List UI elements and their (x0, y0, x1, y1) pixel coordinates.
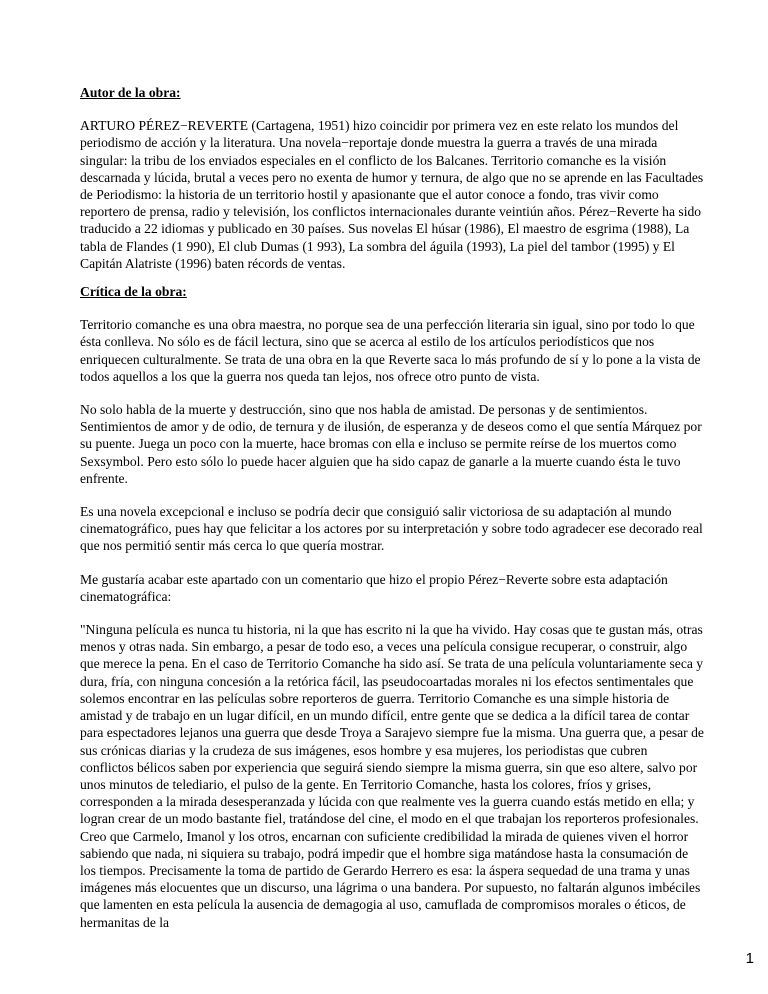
critique-quote-paragraph: "Ninguna película es nunca tu historia, ni la que has escrito ni la que ha vivido. Hay cosas que te gustan más, otras menos y otras nada. Sin embargo, a pesar de todo eso, a veces una película consigue recuperar, o construir, algo que merece la pena. En el caso de Territorio Comanche ha sido así. Se trata de una película voluntariamente seca y dura, fría, con ninguna concesión a la retórica fácil, las pseudocoartadas morales ni los efectos sentimentales que solemos encontrar en las películas sobre reporteros de guerra. Territorio Comanche es una simple historia de amistad y de trabajo en un lugar difícil, en un mundo difícil, entre gente que se dedica a la difícil tarea de contar para espectadores lejanos una guerra que desde Troya a Sarajevo siempre fue la misma. Una guerra que, a pesar de sus crónicas diarias y la crudeza de sus imágenes, esos hombre y esa mujeres, los periodistas que cubren conflictos bélicos saben por experiencia que seguirá siendo siempre la misma guerra, sin que eso altere, salvo por unos minutos de telediario, el pulso de la gente. En Territorio Comanche, hasta los colores, fríos y grises, corresponden a la mirada desesperanzada y lúcida con que realmente ves la guerra cuando estás metido en ella; y logran crear de un modo bastante fiel, tratándose del cine, el modo en el que trabajan los reporteros profesionales. Creo que Carmelo, Imanol y los otros, encarnan con suficiente credibilidad la mirada de quienes viven el horror sabiendo que nada, ni siquiera su trabajo, podrá impedir que el hombre siga matándose hasta la consumación de los tiempos. Precisamente la toma de partido de Gerardo Herrero es esa: la áspera sequedad de una trama y unas imágenes más elocuentes que un discurso, una lágrima o una bandera. Por supuesto, no faltarán algunos imbéciles que lamenten en esta película la ausencia de demagogia al uso, camuflada de compromisos morales o éticos, de hermanitas de la (80, 622, 704, 930)
page-number: 1 (745, 950, 754, 967)
author-paragraph: ARTURO PÉREZ−REVERTE (Cartagena, 1951) hizo coincidir por primera vez en este relato los mundos del periodismo de acción y la literatura. Una novela−reportaje donde muestra la guerra a través de una mirada singular: la tribu de los enviados especiales en el conflicto de los Balcanes. Territorio comanche es la visión descarnada y lúcida, brutal a veces pero no exenta de humor y ternura, de algo que no se aprende en las Facultades de Periodismo: la historia de un territorio hostil y apasionante que el autor conoce a fondo, tras vivir como reportero de prensa, radio y televisión, los conflictos internacionales durante veintiún años. Pérez−Reverte ha sido traducido a 22 idiomas y publicado en 30 países. Sus novelas El húsar (1986), El maestro de esgrima (1988), La tabla de Flandes (1 990), El club Dumas (1 993), La sombra del águila (1993), La piel del tambor (1995) y El Capitán Alatriste (1996) baten récords de ventas. (80, 118, 704, 271)
critique-paragraph-3: Es una novela excepcional e incluso se podría decir que consiguió salir victoriosa de su adaptación al mundo cinematográfico, pues hay que felicitar a los actores por su interpretación y sobre todo agradecer ese decorado real que nos permitió sentir más cerca lo que quería mostrar. (80, 504, 703, 554)
critique-heading: Crítica de la obra: (80, 284, 187, 300)
critique-paragraph-4: Me gustaría acabar este apartado con un comentario que hizo el propio Pérez−Reverte sobre esta adaptación cinematográfica: (80, 571, 668, 604)
critique-paragraph-2: No solo habla de la muerte y destrucción, sino que nos habla de amistad. De personas y de sentimientos. Sentimientos de amor y de odio, de ternura y de ilusión, de esperanza y de deseos como el que sentía Márquez por su puente. Juega un poco con la muerte, hace bromas con ella e incluso se permite reírse de los muertos como Sexsymbol. Pero esto sólo lo puede hacer alguien que ha sido capaz de ganarle a la muerte cuando ésta le tuvo enfrente. (80, 402, 702, 486)
critique-paragraph-1: Territorio comanche es una obra maestra, no porque sea de una perfección literaria sin igual, sino por todo lo que ésta conlleva. No sólo es de fácil lectura, sino que se acerca al estilo de los artículos periodísticos que nos enriquecen culturalmente. Se trata de una obra en la que Reverte saca lo más profundo de sí y lo pone a la vista de todos aquellos a los que la guerra nos queda tan lejos, nos ofrece otro punto de vista. (80, 317, 701, 384)
author-heading: Autor de la obra: (80, 85, 181, 100)
page-content (80, 84, 704, 931)
